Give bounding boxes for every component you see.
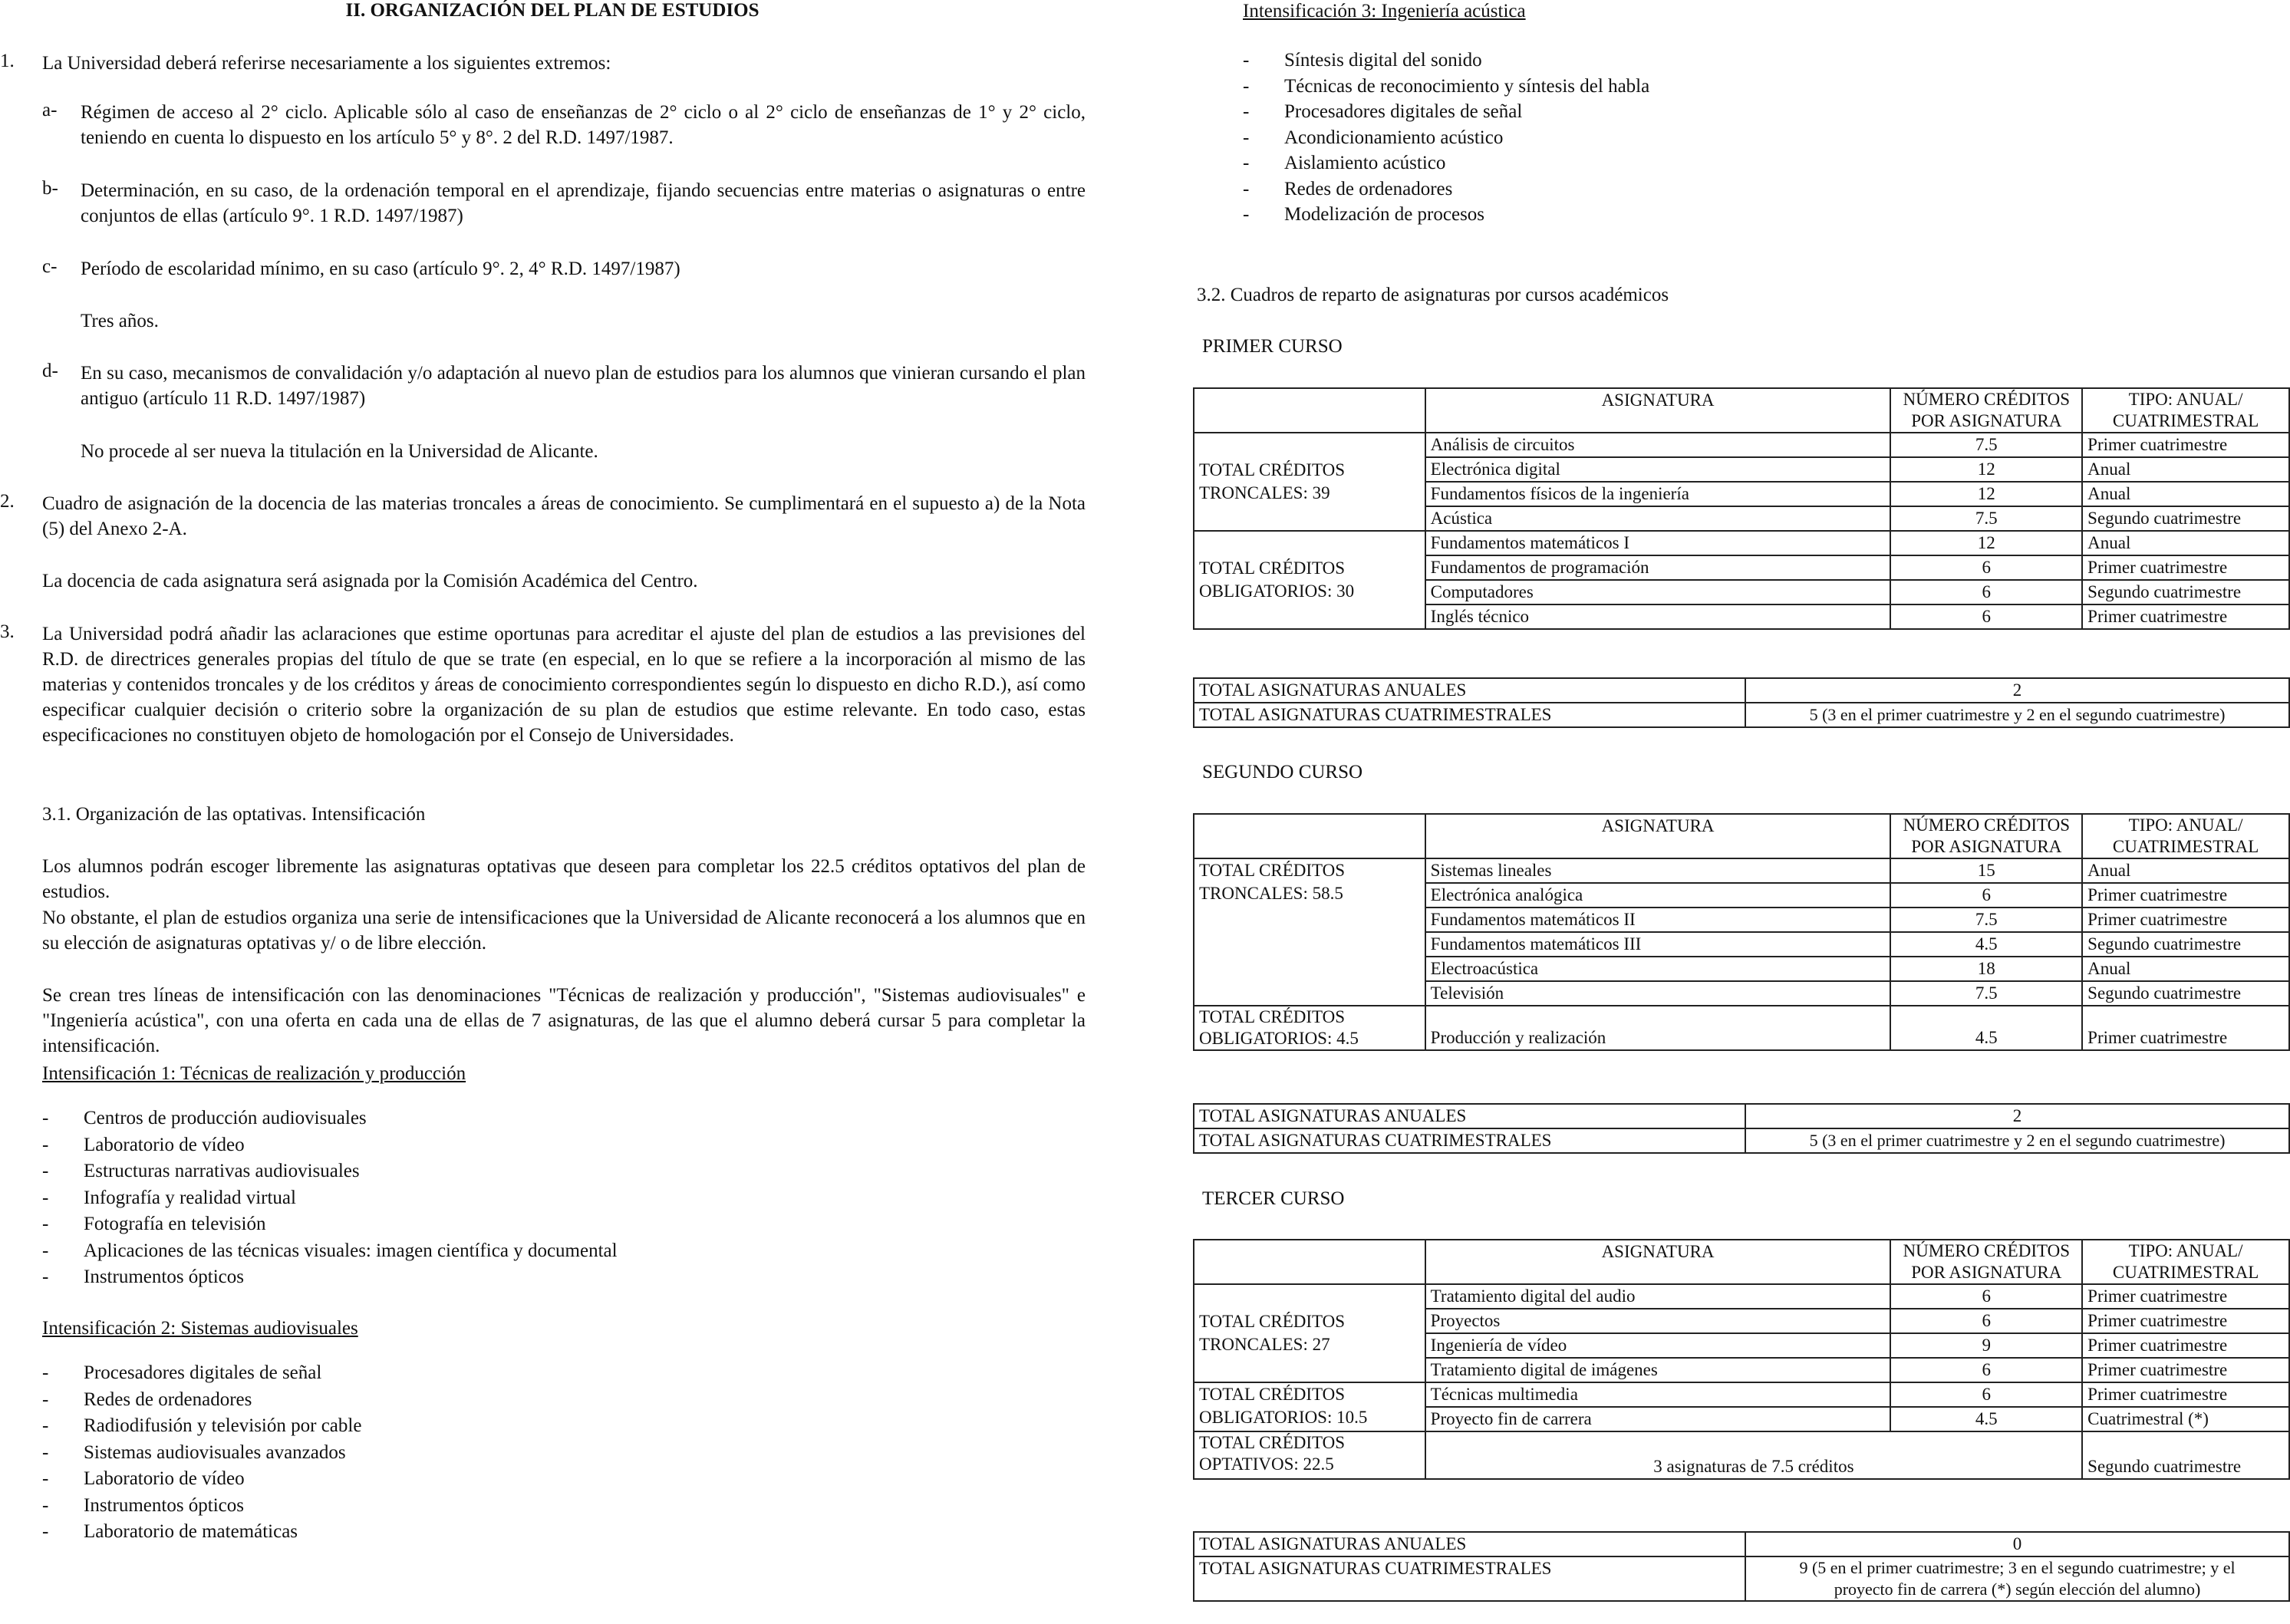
table-row — [1194, 433, 2289, 457]
table-row — [1194, 1128, 2289, 1153]
section-2-answer: La docencia de cada asignatura será asignada por la Comisión Académica del Centro. — [42, 571, 698, 591]
list-item: - Procesadores digitales de señal — [1243, 99, 2240, 125]
table-header-row — [1194, 388, 2289, 433]
type-cell: Primer cuatrimestre — [2082, 1006, 2289, 1050]
header-empty-cell — [1194, 388, 1425, 433]
subject-cell: Producción y realización — [1425, 1006, 1891, 1050]
type-cell: Anual — [2082, 858, 2289, 883]
list-item: - Aislamiento acústico — [1243, 150, 2240, 176]
table-header-row — [1194, 1240, 2289, 1284]
type-cell: Primer cuatrimestre — [2082, 1382, 2289, 1407]
intensification-3-title: Intensificación 3: Ingeniería acústica — [1243, 1, 1526, 21]
header-tipo: TIPO: ANUAL/ CUATRIMESTRAL — [2082, 814, 2289, 858]
credits-cell: 6 — [1890, 580, 2082, 604]
summary-value: 5 (3 en el primer cuatrimestre y 2 en el segundo cuatrimestre) — [1745, 703, 2289, 727]
subject-cell: Electrónica digital — [1425, 457, 1891, 482]
list-item: - Redes de ordenadores — [1243, 176, 2240, 203]
subject-cell: Acústica — [1425, 506, 1891, 531]
header-tipo: TIPO: ANUAL/ CUATRIMESTRAL — [2082, 388, 2289, 433]
subject-cell: Fundamentos matemáticos I — [1425, 531, 1891, 555]
list-item: - Laboratorio de vídeo — [42, 1132, 1040, 1159]
table-row — [1194, 1532, 2289, 1556]
list-item: - Redes de ordenadores — [42, 1387, 1040, 1414]
list-item: - Acondicionamiento acústico — [1243, 125, 2240, 151]
type-cell: Primer cuatrimestre — [2082, 1333, 2289, 1358]
subject-cell: Tratamiento digital del audio — [1425, 1284, 1891, 1309]
item-b-label: b- — [42, 178, 58, 199]
item-c-label: c- — [42, 256, 58, 277]
table-row — [1194, 1104, 2289, 1128]
list-item: - Centros de producción audiovisuales — [42, 1105, 1040, 1132]
credits-cell: 6 — [1890, 1382, 2082, 1407]
credits-cell: 9 — [1890, 1333, 2082, 1358]
subject-cell: Electroacústica — [1425, 957, 1891, 981]
list-item: - Sistemas audiovisuales avanzados — [42, 1440, 1040, 1467]
credits-cell: 18 — [1890, 957, 2082, 981]
list-item: - Radiodifusión y televisión por cable — [42, 1413, 1040, 1440]
credits-cell: 12 — [1890, 457, 2082, 482]
type-cell: Primer cuatrimestre — [2082, 604, 2289, 629]
section-2-text: Cuadro de asignación de la docencia de las materias troncales a áreas de conocimiento. Se cumplimentará en el supuesto a) de la Nota (5) del Anexo 2-A. — [42, 493, 1086, 539]
summary-label: TOTAL ASIGNATURAS CUATRIMESTRALES — [1194, 1556, 1745, 1601]
subject-cell: Fundamentos de programación — [1425, 555, 1891, 580]
list-item: - Procesadores digitales de señal — [42, 1360, 1040, 1387]
section-3-text: La Universidad podrá añadir las aclaraciones que estime oportunas para acreditar el ajuste del plan de estudios a las previsiones del R.D. de directrices generales propias del título de que se trate (en especial, en lo que se refiere a la incorporación al mismo de las materias y contenidos troncales y de los créditos y áreas de conocimiento correspondientes según lo dispuesto en dicho R.D.), así como especificar cualquier decisión o criterio sobre la organización de su plan de estudios que estime relevante. En todo caso, estas especificaciones no constituyen objeto de homologación por el Consejo de Universidades. — [42, 624, 1086, 746]
course-3-summary-table — [1193, 1531, 2290, 1602]
credits-cell: 7.5 — [1890, 433, 2082, 457]
section-1-intro: La Universidad deberá referirse necesariamente a los siguientes extremos: — [42, 53, 611, 74]
item-d-label: d- — [42, 361, 58, 381]
header-asignatura: ASIGNATURA — [1425, 814, 1891, 858]
list-item: - Instrumentos ópticos — [42, 1493, 1040, 1520]
header-tipo: TIPO: ANUAL/ CUATRIMESTRAL — [2082, 1240, 2289, 1284]
group-troncales: TOTAL CRÉDITOS TRONCALES: 39 — [1194, 433, 1425, 531]
table-row — [1194, 531, 2289, 555]
item-c-answer: Tres años. — [81, 311, 159, 331]
item-d-answer: No procede al ser nueva la titulación en la Universidad de Alicante. — [81, 441, 598, 462]
group-optativos: TOTAL CRÉDITOS OPTATIVOS: 22.5 — [1194, 1431, 1425, 1479]
page-title: II. ORGANIZACIÓN DEL PLAN DE ESTUDIOS — [345, 0, 759, 21]
subsection-3-1-paragraph-3: Se crean tres líneas de intensificación con las denominaciones "Técnicas de realización y producción", "Sistemas audiovisuales" e "Ingeniería acústica", con una oferta en cada una de ellas de 7 asignaturas, de las que el alumno deberá cursar 5 para completar la intensificación. — [42, 985, 1086, 1056]
table-row — [1194, 1006, 2289, 1050]
subsection-3-1-title: 3.1. Organización de las optativas. Intensificación — [42, 804, 426, 825]
subsection-3-1-paragraph-1: Los alumnos podrán escoger libremente las asignaturas optativas que deseen para completar los 22.5 créditos optativos del plan de estudios. — [42, 856, 1086, 902]
credits-cell: 6 — [1890, 1309, 2082, 1333]
table-row — [1194, 703, 2289, 727]
group-obligatorios: TOTAL CRÉDITOS OBLIGATORIOS: 30 — [1194, 531, 1425, 629]
credits-cell: 6 — [1890, 555, 2082, 580]
type-cell: Primer cuatrimestre — [2082, 1284, 2289, 1309]
credits-cell: 7.5 — [1890, 506, 2082, 531]
type-cell: Anual — [2082, 531, 2289, 555]
credits-cell: 6 — [1890, 604, 2082, 629]
summary-label: TOTAL ASIGNATURAS ANUALES — [1194, 678, 1745, 703]
header-asignatura: ASIGNATURA — [1425, 388, 1891, 433]
type-cell: Segundo cuatrimestre — [2082, 932, 2289, 957]
subject-cell: Computadores — [1425, 580, 1891, 604]
group-obligatorios: TOTAL CRÉDITOS OBLIGATORIOS: 10.5 — [1194, 1382, 1425, 1431]
table-row — [1194, 1556, 2289, 1601]
credits-cell: 7.5 — [1890, 908, 2082, 932]
section-2-number: 2. — [0, 491, 15, 512]
course-2-summary-table — [1193, 1103, 2290, 1154]
subject-cell: Ingeniería de vídeo — [1425, 1333, 1891, 1358]
subject-cell: Análisis de circuitos — [1425, 433, 1891, 457]
section-3-number: 3. — [0, 621, 15, 642]
type-cell: Primer cuatrimestre — [2082, 555, 2289, 580]
intensification-2-list — [42, 1360, 1040, 1546]
summary-label: TOTAL ASIGNATURAS ANUALES — [1194, 1104, 1745, 1128]
list-item: - Laboratorio de vídeo — [42, 1466, 1040, 1493]
subject-cell: Inglés técnico — [1425, 604, 1891, 629]
credits-cell: 4.5 — [1890, 1407, 2082, 1431]
type-cell: Primer cuatrimestre — [2082, 883, 2289, 908]
section-1-number: 1. — [0, 51, 15, 71]
type-cell: Segundo cuatrimestre — [2082, 981, 2289, 1006]
type-cell: Primer cuatrimestre — [2082, 908, 2289, 932]
list-item: - Fotografía en televisión — [42, 1211, 1040, 1238]
intensification-1-title: Intensificación 1: Técnicas de realización y producción — [42, 1063, 466, 1084]
group-troncales: TOTAL CRÉDITOS TRONCALES: 58.5 — [1194, 858, 1425, 1006]
type-cell: Cuatrimestral (*) — [2082, 1407, 2289, 1431]
credits-cell: 4.5 — [1890, 932, 2082, 957]
table-row — [1194, 678, 2289, 703]
list-item: - Síntesis digital del sonido — [1243, 48, 2240, 74]
summary-value: 9 (5 en el primer cuatrimestre; 3 en el segundo cuatrimestre; y el proyecto fin de carrera (*) según elección del alumno) — [1745, 1556, 2289, 1601]
item-a-label: a- — [42, 100, 58, 120]
summary-label: TOTAL ASIGNATURAS CUATRIMESTRALES — [1194, 703, 1745, 727]
summary-label: TOTAL ASIGNATURAS CUATRIMESTRALES — [1194, 1128, 1745, 1153]
item-a-text: Régimen de acceso al 2° ciclo. Aplicable sólo al caso de enseñanzas de 2° ciclo o al 2° ciclo de enseñanzas de 1° y 2° ciclo, teniendo en cuenta lo dispuesto en los artículo 5° y 8°. 2 del R.D. 1497/1987. — [81, 102, 1086, 148]
summary-value: 0 — [1745, 1532, 2289, 1556]
item-b-text: Determinación, en su caso, de la ordenación temporal en el aprendizaje, fijando secuencias entre materias o asignaturas o entre conjuntos de ellas (artículo 9°. 1 R.D. 1497/1987) — [81, 180, 1086, 226]
header-empty-cell — [1194, 814, 1425, 858]
subject-cell: Tratamiento digital de imágenes — [1425, 1358, 1891, 1382]
summary-value: 5 (3 en el primer cuatrimestre y 2 en el segundo cuatrimestre) — [1745, 1128, 2289, 1153]
list-item: - Técnicas de reconocimiento y síntesis del habla — [1243, 74, 2240, 100]
list-item: - Estructuras narrativas audiovisuales — [42, 1158, 1040, 1185]
subject-cell: Proyectos — [1425, 1309, 1891, 1333]
table-row — [1194, 1431, 2289, 1479]
type-cell: Anual — [2082, 957, 2289, 981]
list-item: - Modelización de procesos — [1243, 202, 2240, 228]
course-1-title: PRIMER CURSO — [1202, 336, 1343, 357]
subject-cell: Fundamentos matemáticos II — [1425, 908, 1891, 932]
credits-cell: 6 — [1890, 1358, 2082, 1382]
course-3-table — [1193, 1239, 2290, 1480]
credits-cell: 6 — [1890, 1284, 2082, 1309]
type-cell: Segundo cuatrimestre — [2082, 580, 2289, 604]
type-cell: Primer cuatrimestre — [2082, 1309, 2289, 1333]
summary-label: TOTAL ASIGNATURAS ANUALES — [1194, 1532, 1745, 1556]
credits-cell: 4.5 — [1890, 1006, 2082, 1050]
header-creditos: NÚMERO CRÉDITOS POR ASIGNATURA — [1890, 1240, 2082, 1284]
credits-cell: 12 — [1890, 531, 2082, 555]
subsection-3-2-title: 3.2. Cuadros de reparto de asignaturas por cursos académicos — [1197, 285, 1669, 305]
course-2-table — [1193, 813, 2290, 1051]
table-row — [1194, 1284, 2289, 1309]
credits-cell: 12 — [1890, 482, 2082, 506]
subject-cell: Proyecto fin de carrera — [1425, 1407, 1891, 1431]
subject-cell: Técnicas multimedia — [1425, 1382, 1891, 1407]
list-item: - Infografía y realidad virtual — [42, 1185, 1040, 1212]
subject-cell: Electrónica analógica — [1425, 883, 1891, 908]
list-item: - Aplicaciones de las técnicas visuales: imagen científica y documental — [42, 1238, 1040, 1265]
subject-cell: Fundamentos matemáticos III — [1425, 932, 1891, 957]
course-1-table — [1193, 387, 2290, 630]
type-cell: Primer cuatrimestre — [2082, 433, 2289, 457]
table-row — [1194, 1382, 2289, 1407]
type-cell: Segundo cuatrimestre — [2082, 506, 2289, 531]
table-row — [1194, 858, 2289, 883]
item-c-text: Período de escolaridad mínimo, en su caso (artículo 9°. 2, 4° R.D. 1497/1987) — [81, 259, 680, 279]
type-cell: Primer cuatrimestre — [2082, 1358, 2289, 1382]
item-d-text: En su caso, mecanismos de convalidación y/o adaptación al nuevo plan de estudios para los alumnos que vinieran cursando el plan antiguo (artículo 11 R.D. 1497/1987) — [81, 363, 1086, 409]
course-1-summary-table — [1193, 677, 2290, 728]
header-empty-cell — [1194, 1240, 1425, 1284]
type-cell: Segundo cuatrimestre — [2082, 1431, 2289, 1479]
list-item: - Laboratorio de matemáticas — [42, 1519, 1040, 1546]
intensification-1-list — [42, 1105, 1040, 1291]
table-header-row — [1194, 814, 2289, 858]
credits-cell: 7.5 — [1890, 981, 2082, 1006]
credits-cell: 15 — [1890, 858, 2082, 883]
subject-cell: Fundamentos físicos de la ingeniería — [1425, 482, 1891, 506]
header-creditos: NÚMERO CRÉDITOS POR ASIGNATURA — [1890, 814, 2082, 858]
intensification-3-list — [1243, 48, 2240, 228]
type-cell: Anual — [2082, 482, 2289, 506]
optional-subjects-cell: 3 asignaturas de 7.5 créditos — [1425, 1431, 2083, 1479]
list-item: - Instrumentos ópticos — [42, 1264, 1040, 1291]
group-troncales: TOTAL CRÉDITOS TRONCALES: 27 — [1194, 1284, 1425, 1382]
type-cell: Anual — [2082, 457, 2289, 482]
summary-value: 2 — [1745, 1104, 2289, 1128]
subsection-3-1-paragraph-2: No obstante, el plan de estudios organiza una serie de intensificaciones que la Universidad de Alicante reconocerá a los alumnos que en su elección de asignaturas optativas y/ o de libre elección. — [42, 908, 1086, 954]
subject-cell: Televisión — [1425, 981, 1891, 1006]
course-3-title: TERCER CURSO — [1202, 1188, 1345, 1209]
course-2-title: SEGUNDO CURSO — [1202, 762, 1363, 782]
credits-cell: 6 — [1890, 883, 2082, 908]
header-asignatura: ASIGNATURA — [1425, 1240, 1891, 1284]
summary-value: 2 — [1745, 678, 2289, 703]
group-obligatorios: TOTAL CRÉDITOS OBLIGATORIOS: 4.5 — [1194, 1006, 1425, 1050]
intensification-2-title: Intensificación 2: Sistemas audiovisuales — [42, 1318, 358, 1339]
subject-cell: Sistemas lineales — [1425, 858, 1891, 883]
header-creditos: NÚMERO CRÉDITOS POR ASIGNATURA — [1890, 388, 2082, 433]
